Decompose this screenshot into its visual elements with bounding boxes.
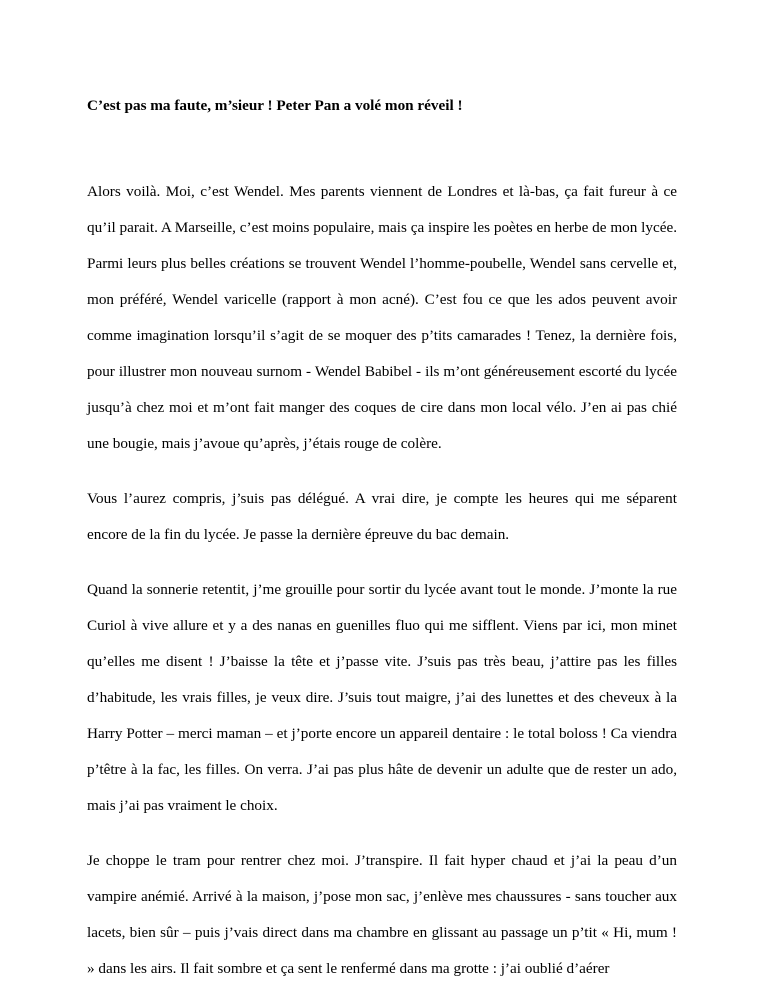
document-title: C’est pas ma faute, m’sieur ! Peter Pan a volé mon réveil ! — [87, 97, 463, 114]
paragraph: Je choppe le tram pour rentrer chez moi. J’transpire. Il fait hyper chaud et j’ai la peau d’un vampire anémié. Arrivé à la maison, j’pose mon sac, j’enlève mes chaussures - sans toucher aux lacets, bien sûr – puis j’vais direct dans ma chambre en glissant au passage un p’tit « Hi, mum ! » dans les airs. Il fait sombre et ça sent le renfermé dans ma grotte : j’ai oublié d’aérer — [87, 852, 677, 977]
paragraph: Alors voilà. Moi, c’est Wendel. Mes parents viennent de Londres et là-bas, ça fait fureur à ce qu’il parait. A Marseille, c’est moins populaire, mais ça inspire les poètes en herbe de mon lycée. Parmi leurs plus belles créations se trouvent Wendel l’homme-poubelle, Wendel sans cervelle et, mon préféré, Wendel varicelle (rapport à mon acné). C’est fou ce que les ados peuvent avoir comme imagination lorsqu’il s’agit de se moquer des p’tits camarades ! Tenez, la dernière fois, pour illustrer mon nouveau surnom - Wendel Babibel - ils m’ont généreusement escorté du lycée jusqu’à chez moi et m’ont fait manger des coques de cire dans mon local vélo. J’en ai pas chié une bougie, mais j’avoue qu’après, j’étais rouge de colère. — [87, 183, 677, 452]
paragraph: Vous l’aurez compris, j’suis pas délégué. A vrai dire, je compte les heures qui me séparent encore de la fin du lycée. Je passe la dernière épreuve du bac demain. — [87, 490, 677, 543]
document-body — [87, 174, 677, 987]
paragraph: Quand la sonnerie retentit, j’me grouille pour sortir du lycée avant tout le monde. J’monte la rue Curiol à vive allure et y a des nanas en guenilles fluo qui me sifflent. Viens par ici, mon minet qu’elles me disent ! J’baisse la tête et j’passe vite. J’suis pas très beau, j’attire pas les filles d’habitude, les vrais filles, je veux dire. J’suis tout maigre, j’ai des lunettes et des cheveux à la Harry Potter – merci maman – et j’porte encore un appareil dentaire : le total boloss ! Ca viendra p’têtre à la fac, les filles. On verra. J’ai pas plus hâte de devenir un adulte que de rester un ado, mais j’ai pas vraiment le choix. — [87, 581, 677, 814]
